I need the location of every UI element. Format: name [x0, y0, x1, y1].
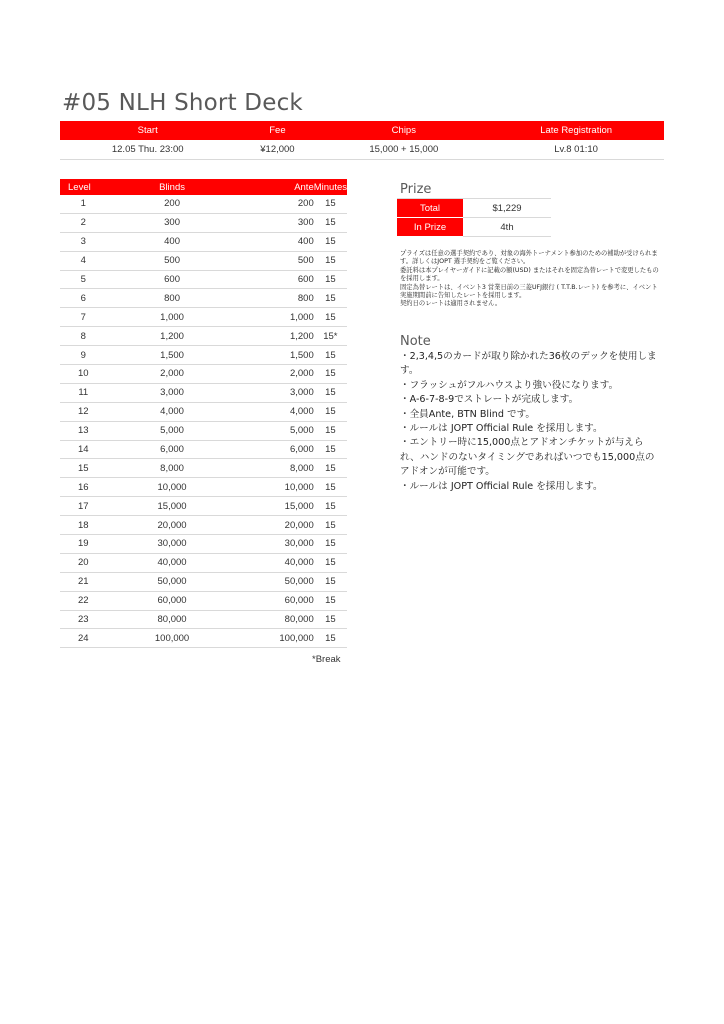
blinds-blinds-cell: 600: [107, 270, 238, 289]
blinds-row: [60, 383, 347, 402]
blinds-level-cell: 15: [60, 459, 107, 478]
blinds-ante-cell: 30,000: [238, 535, 314, 554]
blinds-row: [60, 516, 347, 535]
note-item: ・A-6-7-8-9でストレートが完成します。: [400, 394, 579, 406]
note-list: [400, 350, 662, 494]
prize-row-in-prize: [397, 218, 551, 237]
prize-notes: [400, 250, 662, 309]
blinds-minutes-cell: 15: [314, 535, 347, 554]
blinds-level-cell: 10: [60, 365, 107, 384]
blinds-row: [60, 421, 347, 440]
blinds-level-cell: 19: [60, 535, 107, 554]
blinds-minutes-cell: 15: [314, 459, 347, 478]
blinds-ante-cell: 80,000: [238, 610, 314, 629]
blinds-blinds-cell: 2,000: [107, 365, 238, 384]
blinds-row: [60, 270, 347, 289]
prize-note: 契約日のレートは適用されません。: [400, 300, 502, 308]
blinds-ante-cell: 10,000: [238, 478, 314, 497]
blinds-blinds-cell: 80,000: [107, 610, 238, 629]
blinds-minutes-cell: 15: [314, 572, 347, 591]
blinds-level-cell: 13: [60, 421, 107, 440]
blinds-blinds-cell: 6,000: [107, 440, 238, 459]
prize-note: 固定為替レートは、イベント3 営業日前の三菱UFJ銀行 ( T.T.B.レート) を参考に、イベント実施期間前に告知したレートを採用します。: [400, 283, 658, 300]
blinds-level-cell: 22: [60, 591, 107, 610]
blinds-ante-cell: 1,200: [238, 327, 314, 346]
prize-total-value: $1,229: [463, 199, 551, 218]
blinds-ante-cell: 100,000: [238, 629, 314, 648]
blinds-blinds-cell: 20,000: [107, 516, 238, 535]
blinds-row: [60, 478, 347, 497]
prize-heading: Prize: [400, 182, 432, 197]
blinds-level-cell: 4: [60, 251, 107, 270]
blinds-row: [60, 440, 347, 459]
blinds-minutes-cell: 15: [314, 383, 347, 402]
note-item: ・エントリー時に15,000点とアドオンチケットが与えられ、ハンドのないタイミングであればいつでも15,000点のアドオンが可能です。: [400, 437, 655, 478]
note-item: ・ルールは JOPT Official Rule を採用します。: [400, 423, 603, 435]
prize-note: 委託料は本プレイヤーガイドに記載の額(USD) またはそれを固定為替レートで変更したものを採用します。: [400, 266, 659, 283]
blinds-body: [60, 195, 347, 648]
blinds-level-cell: 14: [60, 440, 107, 459]
blinds-header-level: Level: [60, 179, 107, 195]
blinds-level-cell: 8: [60, 327, 107, 346]
blinds-minutes-cell: 15: [314, 308, 347, 327]
blinds-row: [60, 591, 347, 610]
blinds-level-cell: 21: [60, 572, 107, 591]
blinds-row: [60, 610, 347, 629]
blinds-level-cell: 3: [60, 232, 107, 251]
blinds-minutes-cell: 15: [314, 289, 347, 308]
blinds-row: [60, 365, 347, 384]
summary-fee-value: ¥12,000: [235, 140, 319, 160]
blinds-minutes-cell: 15: [314, 365, 347, 384]
blinds-ante-cell: 6,000: [238, 440, 314, 459]
blinds-level-cell: 17: [60, 497, 107, 516]
blinds-row: [60, 572, 347, 591]
page-title: #05 NLH Short Deck: [62, 90, 303, 116]
blinds-table: [60, 179, 347, 648]
blinds-row: [60, 213, 347, 232]
summary-header-start: Start: [60, 121, 235, 140]
blinds-level-cell: 11: [60, 383, 107, 402]
blinds-minutes-cell: 15: [314, 516, 347, 535]
prize-table: [397, 199, 551, 237]
blinds-level-cell: 6: [60, 289, 107, 308]
blinds-ante-cell: 3,000: [238, 383, 314, 402]
blinds-ante-cell: 50,000: [238, 572, 314, 591]
blinds-header-blinds: Blinds: [107, 179, 238, 195]
blinds-ante-cell: 200: [238, 195, 314, 213]
blinds-minutes-cell: 15*: [314, 327, 347, 346]
blinds-level-cell: 16: [60, 478, 107, 497]
blinds-minutes-cell: 15: [314, 232, 347, 251]
blinds-minutes-cell: 15: [314, 478, 347, 497]
summary-header-late-registration: Late Registration: [488, 121, 664, 140]
blinds-blinds-cell: 30,000: [107, 535, 238, 554]
blinds-blinds-cell: 4,000: [107, 402, 238, 421]
blinds-row: [60, 629, 347, 648]
blinds-minutes-cell: 15: [314, 251, 347, 270]
blinds-level-cell: 18: [60, 516, 107, 535]
summary-start-value: 12.05 Thu. 23:00: [60, 140, 235, 160]
blinds-minutes-cell: 15: [314, 440, 347, 459]
blinds-minutes-cell: 15: [314, 553, 347, 572]
summary-value-row: [60, 140, 664, 160]
blinds-blinds-cell: 1,200: [107, 327, 238, 346]
blinds-row: [60, 497, 347, 516]
blinds-minutes-cell: 15: [314, 591, 347, 610]
blinds-minutes-cell: 15: [314, 497, 347, 516]
blinds-minutes-cell: 15: [314, 270, 347, 289]
blinds-blinds-cell: 300: [107, 213, 238, 232]
note-item: ・フラッシュがフルハウスより強い役になります。: [400, 379, 619, 391]
summary-table: [60, 121, 664, 160]
blinds-minutes-cell: 15: [314, 629, 347, 648]
blinds-ante-cell: 4,000: [238, 402, 314, 421]
prize-row-total: [397, 199, 551, 218]
blinds-blinds-cell: 8,000: [107, 459, 238, 478]
blinds-row: [60, 289, 347, 308]
blinds-blinds-cell: 1,500: [107, 346, 238, 365]
blinds-level-cell: 12: [60, 402, 107, 421]
blinds-ante-cell: 20,000: [238, 516, 314, 535]
blinds-level-cell: 23: [60, 610, 107, 629]
blinds-header-ante: Ante: [238, 179, 314, 195]
blinds-minutes-cell: 15: [314, 195, 347, 213]
prize-in-prize-label: In Prize: [397, 218, 463, 237]
blinds-ante-cell: 300: [238, 213, 314, 232]
prize-note: プライズは任意の選手契約であり、対象の海外トーナメント参加のための補助が受けられます。詳しくはJOPT 選手契約をご覧ください。: [400, 250, 658, 266]
blinds-level-cell: 2: [60, 213, 107, 232]
blinds-row: [60, 535, 347, 554]
blinds-minutes-cell: 15: [314, 213, 347, 232]
blinds-row: [60, 195, 347, 213]
blinds-level-cell: 9: [60, 346, 107, 365]
summary-header-row: [60, 121, 664, 140]
blinds-ante-cell: 60,000: [238, 591, 314, 610]
blinds-ante-cell: 15,000: [238, 497, 314, 516]
blinds-level-cell: 24: [60, 629, 107, 648]
blinds-row: [60, 459, 347, 478]
note-item: ・2,3,4,5のカードが取り除かれた36枚のデックを使用します。: [400, 351, 657, 377]
blinds-row: [60, 327, 347, 346]
blinds-minutes-cell: 15: [314, 610, 347, 629]
blinds-minutes-cell: 15: [314, 402, 347, 421]
blinds-blinds-cell: 1,000: [107, 308, 238, 327]
blinds-minutes-cell: 15: [314, 421, 347, 440]
blinds-row: [60, 346, 347, 365]
blinds-blinds-cell: 50,000: [107, 572, 238, 591]
blinds-level-cell: 20: [60, 553, 107, 572]
blinds-row: [60, 553, 347, 572]
summary-header-fee: Fee: [235, 121, 319, 140]
blinds-row: [60, 251, 347, 270]
blinds-blinds-cell: 10,000: [107, 478, 238, 497]
blinds-row: [60, 308, 347, 327]
blinds-ante-cell: 8,000: [238, 459, 314, 478]
blinds-ante-cell: 5,000: [238, 421, 314, 440]
blinds-level-cell: 1: [60, 195, 107, 213]
blinds-ante-cell: 1,500: [238, 346, 314, 365]
summary-chips-value: 15,000 + 15,000: [319, 140, 488, 160]
blinds-level-cell: 5: [60, 270, 107, 289]
summary-header-chips: Chips: [319, 121, 488, 140]
blinds-row: [60, 232, 347, 251]
blinds-blinds-cell: 40,000: [107, 553, 238, 572]
blinds-blinds-cell: 200: [107, 195, 238, 213]
blinds-blinds-cell: 5,000: [107, 421, 238, 440]
prize-total-label: Total: [397, 199, 463, 218]
blinds-blinds-cell: 60,000: [107, 591, 238, 610]
blinds-ante-cell: 2,000: [238, 365, 314, 384]
note-heading: Note: [400, 334, 431, 349]
blinds-ante-cell: 800: [238, 289, 314, 308]
blinds-blinds-cell: 15,000: [107, 497, 238, 516]
blinds-ante-cell: 1,000: [238, 308, 314, 327]
note-item: ・ルールは JOPT Official Rule を採用します。: [400, 480, 603, 492]
summary-late-registration-value: Lv.8 01:10: [488, 140, 664, 160]
blinds-ante-cell: 500: [238, 251, 314, 270]
prize-in-prize-value: 4th: [463, 218, 551, 237]
note-item: ・全員Ante, BTN Blind です。: [400, 408, 536, 420]
blinds-blinds-cell: 400: [107, 232, 238, 251]
blinds-row: [60, 402, 347, 421]
blinds-blinds-cell: 500: [107, 251, 238, 270]
blinds-header-minutes: Minutes: [314, 179, 347, 195]
blinds-blinds-cell: 100,000: [107, 629, 238, 648]
blinds-header-row: [60, 179, 347, 195]
break-note: *Break: [312, 654, 341, 665]
blinds-level-cell: 7: [60, 308, 107, 327]
blinds-ante-cell: 400: [238, 232, 314, 251]
blinds-blinds-cell: 3,000: [107, 383, 238, 402]
blinds-minutes-cell: 15: [314, 346, 347, 365]
blinds-ante-cell: 40,000: [238, 553, 314, 572]
blinds-blinds-cell: 800: [107, 289, 238, 308]
blinds-ante-cell: 600: [238, 270, 314, 289]
